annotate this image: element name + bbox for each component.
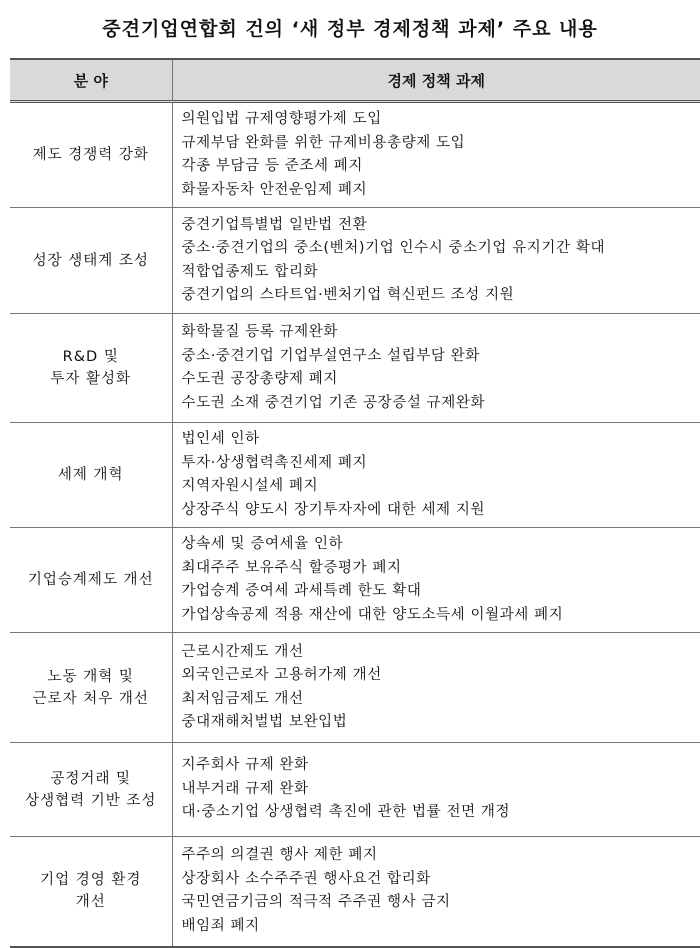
task-item: 내부거래 규제 완화: [182, 778, 700, 802]
task-item: 투자·상생협력촉진세제 폐지: [182, 452, 700, 476]
task-item: 주주의 의결권 행사 제한 폐지: [182, 844, 700, 868]
category-label: 제도 경쟁력 강화: [10, 144, 172, 166]
category-label: 상생협력 기반 조성: [10, 790, 172, 812]
tasks-cell: [172, 314, 700, 423]
tasks-cell: [172, 837, 700, 947]
category-label: 성장 생태계 조성: [10, 250, 172, 272]
task-item: 배임죄 폐지: [182, 915, 700, 939]
table-row: [10, 837, 700, 947]
task-item: 법인세 인하: [182, 428, 700, 452]
category-label: R&D 및: [10, 346, 172, 368]
task-item: 최대주주 보유주식 할증평가 폐지: [182, 557, 700, 581]
table-row: [10, 314, 700, 423]
tasks-cell: [172, 102, 700, 208]
table-row: [10, 743, 700, 837]
table-row: [10, 102, 700, 208]
category-cell: [10, 314, 172, 423]
task-item: 중소·중견기업의 중소(벤처)기업 인수시 중소기업 유지기간 확대: [182, 237, 700, 261]
table-body: [10, 102, 700, 947]
task-item: 가업승계 증여세 과세특례 한도 확대: [182, 580, 700, 604]
tasks-cell: [172, 423, 700, 528]
header-tasks: 경제 정책 과제: [172, 59, 700, 102]
task-item: 적합업종제도 합리화: [182, 261, 700, 285]
table-row: [10, 423, 700, 528]
category-cell: [10, 837, 172, 947]
category-cell: [10, 633, 172, 743]
task-item: 중대재해처벌법 보완입법: [182, 711, 700, 735]
category-cell: [10, 208, 172, 314]
task-item: 중견기업의 스타트업·벤처기업 혁신펀드 조성 지원: [182, 284, 700, 308]
category-label: 세제 개혁: [10, 464, 172, 486]
tasks-cell: [172, 633, 700, 743]
task-item: 각종 부담금 등 준조세 폐지: [182, 155, 700, 179]
category-label: 공정거래 및: [10, 768, 172, 790]
task-item: 중소·중견기업 기업부설연구소 설립부담 완화: [182, 345, 700, 369]
category-cell: [10, 528, 172, 633]
table-header-row: [10, 59, 700, 102]
tasks-cell: [172, 743, 700, 837]
task-item: 가업상속공제 적용 재산에 대한 양도소득세 이월과세 폐지: [182, 604, 700, 628]
task-item: 대·중소기업 상생협력 촉진에 관한 법률 전면 개정: [182, 801, 700, 825]
category-cell: [10, 423, 172, 528]
task-item: 최저임금제도 개선: [182, 688, 700, 712]
tasks-cell: [172, 528, 700, 633]
task-item: 지역자원시설세 폐지: [182, 475, 700, 499]
task-item: 근로시간제도 개선: [182, 641, 700, 665]
category-label: 근로자 처우 개선: [10, 688, 172, 710]
task-item: 의원입법 규제영향평가제 도입: [182, 108, 700, 132]
task-item: 지주회사 규제 완화: [182, 754, 700, 778]
task-item: 중견기업특별법 일반법 전환: [182, 214, 700, 238]
task-item: 화학물질 등록 규제완화: [182, 321, 700, 345]
tasks-cell: [172, 208, 700, 314]
table-row: [10, 528, 700, 633]
policy-table: [10, 58, 700, 948]
header-category: 분 야: [10, 59, 172, 102]
task-item: 화물자동차 안전운임제 폐지: [182, 179, 700, 203]
category-label: 노동 개혁 및: [10, 666, 172, 688]
table-row: [10, 208, 700, 314]
table-row: [10, 633, 700, 743]
category-label: 개선: [10, 891, 172, 913]
category-label: 기업 경영 환경: [10, 869, 172, 891]
task-item: 수도권 공장총량제 폐지: [182, 368, 700, 392]
task-item: 국민연금기금의 적극적 주주권 행사 금지: [182, 891, 700, 915]
category-label: 기업승계제도 개선: [10, 569, 172, 591]
task-item: 수도권 소재 중견기업 기존 공장증설 규제완화: [182, 392, 700, 416]
task-item: 상속세 및 증여세율 인하: [182, 533, 700, 557]
category-label: 투자 활성화: [10, 368, 172, 390]
category-cell: [10, 743, 172, 837]
task-item: 규제부담 완화를 위한 규제비용총량제 도입: [182, 132, 700, 156]
task-item: 외국인근로자 고용허가제 개선: [182, 664, 700, 688]
category-cell: [10, 102, 172, 208]
task-item: 상장주식 양도시 장기투자자에 대한 세제 지원: [182, 499, 700, 523]
document-title: 중견기업연합회 건의 ‘새 정부 경제정책 과제’ 주요 내용: [0, 14, 700, 41]
task-item: 상장회사 소수주주권 행사요건 합리화: [182, 868, 700, 892]
